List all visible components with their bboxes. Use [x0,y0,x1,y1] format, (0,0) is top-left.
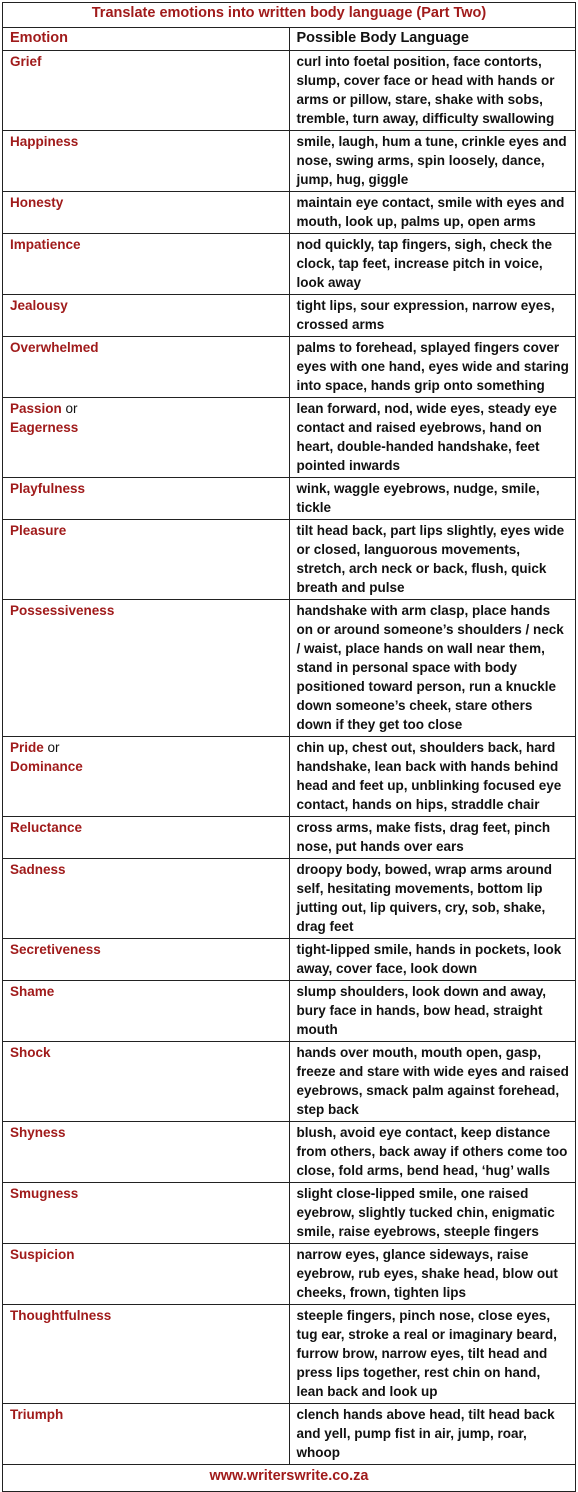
emotion-cell [3,520,290,600]
body-language-cell: droopy body, bowed, wrap arms around self, hesitating movements, bottom lip jutting out, lip quivers, cry, sob, shake, drag feet [289,859,576,939]
emotion-label: Happiness [10,134,79,149]
body-language-cell: wink, waggle eyebrows, nudge, smile, tickle [289,478,576,520]
table-row [3,939,576,981]
table-row [3,1404,576,1465]
body-language-cell: blush, avoid eye contact, keep distance from others, back away if others come too close, fold arms, bend head, ‘hug’ walls [289,1122,576,1183]
body-language-cell: curl into foetal position, face contorts, slump, cover face or head with hands or arms or pillow, stare, shake with sobs, tremble, turn away, difficulty swallowing [289,51,576,131]
emotion-cell [3,131,290,192]
emotion-label: Pride [10,740,44,755]
body-language-cell: nod quickly, tap fingers, sigh, check the clock, tap feet, increase pitch in voice, look away [289,234,576,295]
emotion-label: Sadness [10,862,66,877]
emotion-cell [3,939,290,981]
emotion-label: Smugness [10,1186,79,1201]
body-language-cell: palms to forehead, splayed fingers cover eyes with one hand, eyes wide and staring into space, hands grip onto something [289,337,576,398]
table-row [3,981,576,1042]
emotion-cell [3,478,290,520]
table-row [3,131,576,192]
body-language-cell: chin up, chest out, shoulders back, hard handshake, lean back with hands behind head and feet up, unblinking focused eye contact, hands on hips, straddle chair [289,737,576,817]
table-row [3,295,576,337]
emotion-label: Pleasure [10,523,67,538]
emotion-cell [3,337,290,398]
emotion-label: Possessiveness [10,603,115,618]
emotion-label: Suspicion [10,1247,75,1262]
emotion-label: Triumph [10,1407,64,1422]
body-language-cell: cross arms, make fists, drag feet, pinch nose, put hands over ears [289,817,576,859]
emotion-label: Shame [10,984,55,999]
body-language-cell: tight lips, sour expression, narrow eyes, crossed arms [289,295,576,337]
table-row [3,1305,576,1404]
emotion-cell [3,1122,290,1183]
table-row [3,737,576,817]
body-language-cell: smile, laugh, hum a tune, crinkle eyes and nose, swing arms, spin loosely, dance, jump, hug, giggle [289,131,576,192]
emotion-conjunction: or [65,401,78,416]
body-language-cell: narrow eyes, glance sideways, raise eyebrow, rub eyes, shake head, blow out cheeks, frown, tighten lips [289,1244,576,1305]
body-language-cell: slight close-lipped smile, one raised eyebrow, slightly tucked chin, enigmatic smile, raise eyebrows, steeple fingers [289,1183,576,1244]
emotion-label: Overwhelmed [10,340,99,355]
emotions-table [2,2,576,1492]
emotion-label: Thoughtfulness [10,1308,112,1323]
table-title: Translate emotions into written body language (Part Two) [3,3,576,28]
table-row [3,337,576,398]
table-row [3,478,576,520]
table-row [3,1244,576,1305]
body-language-cell: handshake with arm clasp, place hands on or around someone’s shoulders / neck / waist, place hands on wall near them, stand in personal space with body positioned toward person, run a knuckle down someone’s cheek, stare others down if they get too close [289,600,576,737]
emotion-cell [3,51,290,131]
body-language-sheet [2,2,576,1492]
emotion-label: Grief [10,54,42,69]
emotion-cell [3,1183,290,1244]
emotion-label-secondary: Eagerness [10,420,79,435]
body-language-cell: tight-lipped smile, hands in pockets, look away, cover face, look down [289,939,576,981]
emotion-cell [3,600,290,737]
body-language-cell: slump shoulders, look down and away, bury face in hands, bow head, straight mouth [289,981,576,1042]
emotion-label: Shyness [10,1125,66,1140]
emotion-label: Impatience [10,237,81,252]
header-row [3,28,576,51]
title-row [3,3,576,28]
emotion-cell [3,737,290,817]
body-language-cell: lean forward, nod, wide eyes, steady eye contact and raised eyebrows, hand on heart, double-handed handshake, feet pointed inwards [289,398,576,478]
emotion-cell [3,234,290,295]
header-body-language: Possible Body Language [289,28,576,51]
emotion-cell [3,981,290,1042]
body-language-cell: maintain eye contact, smile with eyes and mouth, look up, palms up, open arms [289,192,576,234]
footer-row [3,1465,576,1492]
body-language-cell: steeple fingers, pinch nose, close eyes, tug ear, stroke a real or imaginary beard, furrow brow, narrow eyes, tilt head and press lips together, rest chin on hand, lean back and look up [289,1305,576,1404]
emotion-cell [3,1404,290,1465]
emotion-label: Shock [10,1045,51,1060]
table-row [3,51,576,131]
table-row [3,398,576,478]
emotion-label: Passion [10,401,62,416]
emotion-conjunction: or [47,740,60,755]
body-language-cell: clench hands above head, tilt head back and yell, pump fist in air, jump, roar, whoop [289,1404,576,1465]
table-row [3,520,576,600]
emotion-label: Secretiveness [10,942,101,957]
header-emotion: Emotion [3,28,290,51]
table-row [3,1042,576,1122]
emotion-label: Honesty [10,195,64,210]
emotion-label: Jealousy [10,298,68,313]
body-language-cell: tilt head back, part lips slightly, eyes wide or closed, languorous movements, stretch, arch neck or back, flush, quick breath and pulse [289,520,576,600]
table-row [3,192,576,234]
website-link[interactable]: www.writerswrite.co.za [3,1465,576,1492]
emotion-label-secondary: Dominance [10,759,83,774]
emotion-cell [3,1305,290,1404]
table-row [3,817,576,859]
table-row [3,859,576,939]
emotion-cell [3,859,290,939]
body-language-cell: hands over mouth, mouth open, gasp, freeze and stare with wide eyes and raised eyebrows, smack palm against forehead, step back [289,1042,576,1122]
emotion-cell [3,817,290,859]
emotion-label: Reluctance [10,820,83,835]
table-row [3,1122,576,1183]
emotion-cell [3,1244,290,1305]
table-row [3,234,576,295]
emotion-cell [3,398,290,478]
table-row [3,600,576,737]
table-row [3,1183,576,1244]
emotion-cell [3,295,290,337]
emotion-cell [3,192,290,234]
emotion-cell [3,1042,290,1122]
emotion-label: Playfulness [10,481,86,496]
